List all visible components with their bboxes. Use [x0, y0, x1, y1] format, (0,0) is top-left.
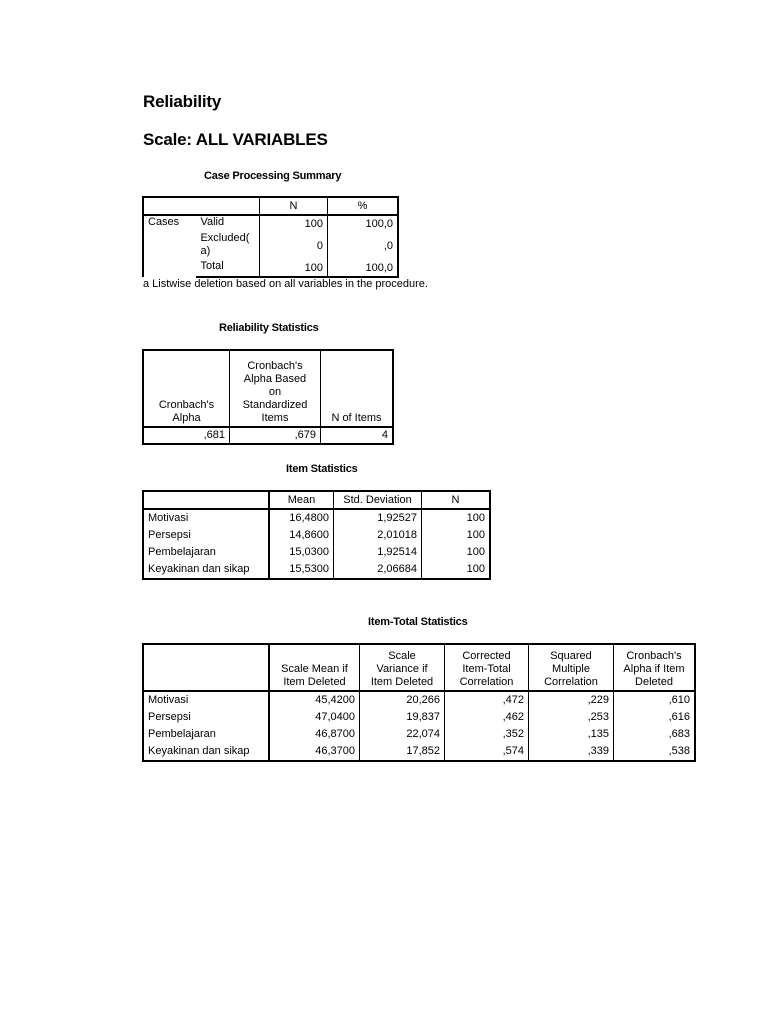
item-statistics-table	[142, 490, 491, 580]
row-label: Persepsi	[143, 709, 269, 726]
table-row	[143, 544, 490, 561]
cell-value: ,462	[445, 709, 529, 726]
table-row	[143, 215, 398, 232]
table-row	[143, 427, 393, 444]
header-std-deviation: Std. Deviation	[334, 491, 422, 509]
cell-n: 100	[260, 260, 328, 277]
row-label: Keyakinan dan sikap	[143, 561, 269, 579]
cell-value: ,574	[445, 743, 529, 761]
cell-value: ,253	[529, 709, 614, 726]
cell-alpha-standardized: ,679	[230, 427, 321, 444]
row-label: Persepsi	[143, 527, 269, 544]
group-spacer	[143, 260, 196, 277]
table-header-row	[143, 644, 695, 691]
header-scale-variance: Scale Variance if Item Deleted	[360, 644, 445, 691]
cell-value: ,135	[529, 726, 614, 743]
cell-mean: 16,4800	[269, 509, 334, 527]
cell-mean: 14,8600	[269, 527, 334, 544]
table-row	[143, 561, 490, 579]
case-processing-caption: Case Processing Summary	[204, 170, 342, 182]
cell-value: ,339	[529, 743, 614, 761]
table-row	[143, 743, 695, 761]
table-row	[143, 709, 695, 726]
header-mean: Mean	[269, 491, 334, 509]
header-blank-cell	[143, 644, 269, 691]
header-blank-cell	[143, 491, 269, 509]
row-label: Motivasi	[143, 509, 269, 527]
header-alpha-standardized: Cronbach's Alpha Based on Standardized Items	[230, 350, 321, 427]
table-header-row	[143, 350, 393, 427]
cell-std-deviation: 1,92527	[334, 509, 422, 527]
header-n: N	[422, 491, 491, 509]
footnote: a Listwise deletion based on all variables in the procedure.	[143, 278, 428, 290]
cell-value: 20,266	[360, 691, 445, 709]
table-header-row	[143, 197, 398, 215]
row-label: Total	[196, 260, 259, 277]
cell-n: 100	[466, 563, 485, 575]
header-squared-multiple: Squared Multiple Correlation	[529, 644, 614, 691]
cell-value: ,683	[668, 728, 690, 740]
page-title: Reliability	[143, 92, 222, 111]
table-row	[143, 527, 490, 544]
cell-value: 17,852	[360, 743, 445, 761]
reliability-table	[142, 349, 394, 445]
header-alpha-if-deleted: Cronbach's Alpha if Item Deleted	[614, 644, 696, 691]
cell-n: 0	[260, 232, 328, 260]
table-row	[143, 232, 398, 260]
table-row	[143, 691, 695, 709]
row-label: Keyakinan dan sikap	[143, 743, 269, 761]
row-label: Motivasi	[143, 691, 269, 709]
cell-mean: 15,0300	[269, 544, 334, 561]
reliability-caption: Reliability Statistics	[219, 322, 319, 334]
cell-value: ,610	[668, 694, 690, 706]
cell-percent: 100,0	[328, 260, 399, 277]
row-label: Valid	[196, 215, 259, 232]
cell-value: ,616	[668, 711, 690, 723]
cell-value: 45,4200	[269, 691, 360, 709]
header-scale-mean: Scale Mean if Item Deleted	[269, 644, 360, 691]
group-spacer	[143, 232, 196, 260]
cell-value: 47,0400	[269, 709, 360, 726]
cell-percent: ,0	[328, 232, 399, 260]
header-corrected-correlation: Corrected Item-Total Correlation	[445, 644, 529, 691]
cell-percent: 100,0	[328, 215, 399, 232]
cell-value: ,472	[445, 691, 529, 709]
cell-value: 22,074	[360, 726, 445, 743]
table-header-row	[143, 491, 490, 509]
row-label: Excluded( a)	[196, 232, 259, 260]
cell-n: 100	[466, 512, 485, 524]
table-row	[143, 509, 490, 527]
cell-value: ,229	[529, 691, 614, 709]
cell-n: 100	[260, 215, 328, 232]
cell-n: 100	[466, 529, 485, 541]
cell-n-items: 4	[381, 429, 388, 441]
table-row	[143, 260, 398, 277]
header-n-items: N of Items	[321, 350, 394, 427]
row-label: Pembelajaran	[143, 726, 269, 743]
cell-std-deviation: 1,92514	[334, 544, 422, 561]
table-row	[143, 726, 695, 743]
item-total-caption: Item-Total Statistics	[368, 616, 468, 628]
cell-std-deviation: 2,06684	[334, 561, 422, 579]
cell-mean: 15,5300	[269, 561, 334, 579]
case-processing-table	[142, 196, 399, 278]
item-total-table	[142, 643, 696, 762]
item-statistics-caption: Item Statistics	[286, 463, 358, 475]
group-label-cases: Cases	[143, 215, 196, 232]
header-blank-cell	[143, 197, 260, 215]
cell-value: 46,8700	[269, 726, 360, 743]
cell-value: ,352	[445, 726, 529, 743]
cell-alpha: ,681	[143, 427, 230, 444]
cell-n: 100	[466, 546, 485, 558]
header-n: N	[260, 197, 328, 215]
row-label: Pembelajaran	[143, 544, 269, 561]
header-cronbach-alpha: Cronbach's Alpha	[143, 350, 230, 427]
cell-std-deviation: 2,01018	[334, 527, 422, 544]
scale-title: Scale: ALL VARIABLES	[143, 130, 328, 149]
cell-value: ,538	[668, 745, 690, 757]
cell-value: 19,837	[360, 709, 445, 726]
header-percent: %	[328, 197, 399, 215]
cell-value: 46,3700	[269, 743, 360, 761]
